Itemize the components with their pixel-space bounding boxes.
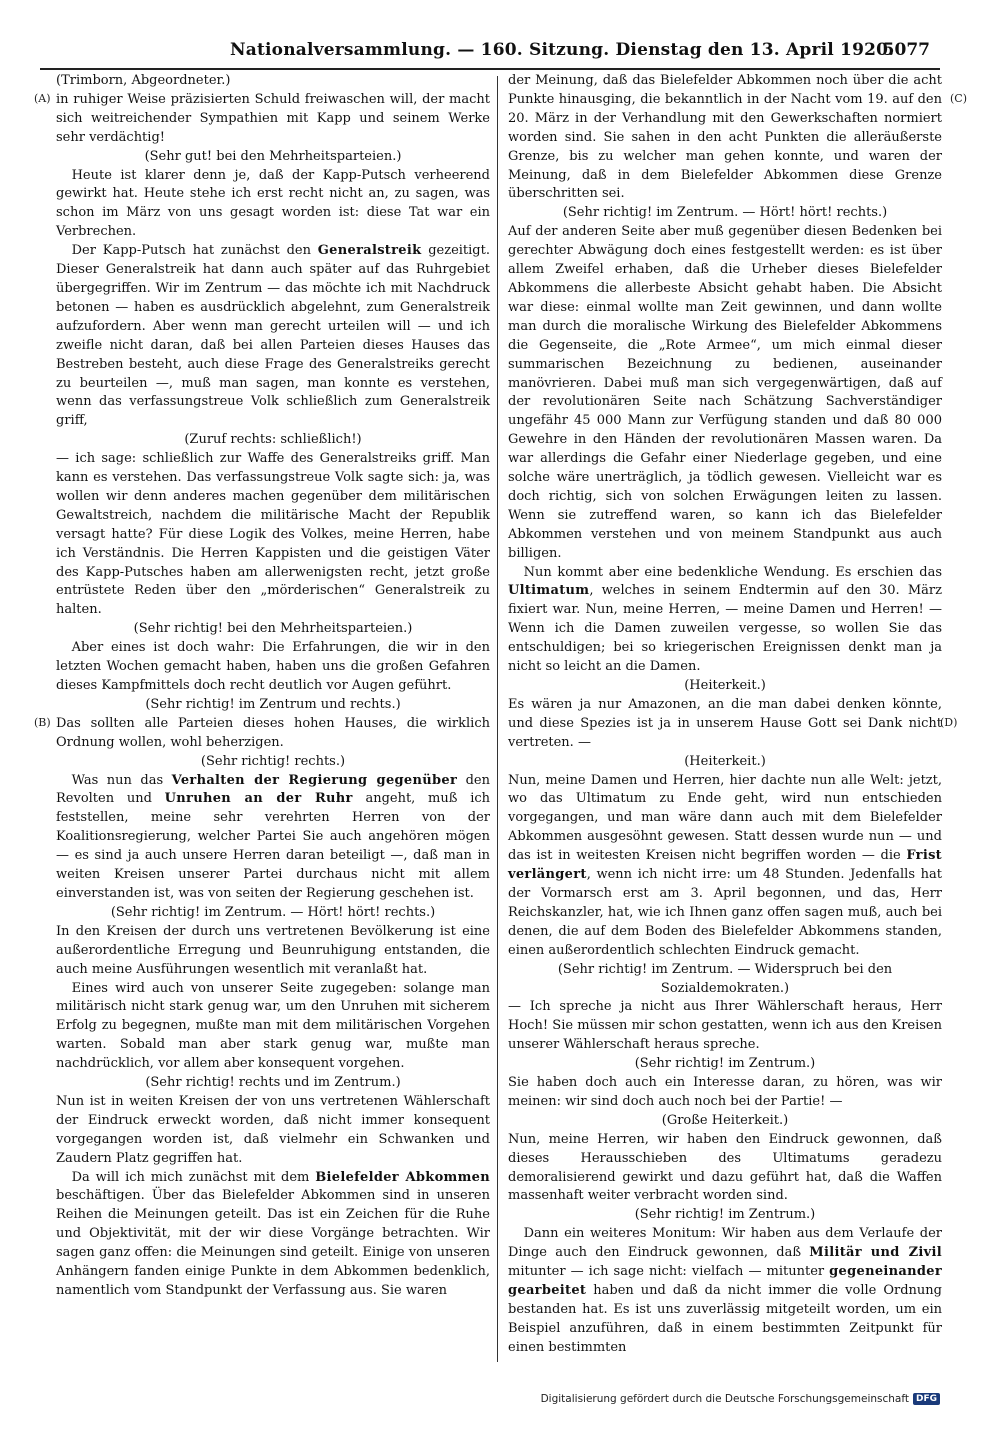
page-header — [40, 34, 940, 70]
interjection: (Sehr richtig! im Zentrum und rechts.) — [145, 696, 401, 712]
emphasis: Frist verlängert — [508, 848, 942, 883]
interjection: (Sehr richtig! im Zentrum. — Hört! hört! rechts.) — [110, 904, 436, 920]
paragraph: Dann ein weiteres Monitum: Wir haben aus dem Verlaufe der Dinge auch den Eindruck gewonnen, daß Militär und Zivil mitunter — ich sage nicht: vielfach — mitunter gegeneinander gearbeitet haben und daß da nicht immer die volle Ordnung bestanden hat. Es ist uns zuverlässig mitgeteilt worden, um ein Beispiel anzuführen, daß in einem bestimmten Zeitpunkt für einen bestimmten — [508, 1226, 942, 1355]
paragraph: — Ich spreche ja nicht aus Ihrer Wählerschaft heraus, Herr Hoch! Sie müssen mir schon gestatten, wenn ich aus den Kreisen unserer Wählerschaft heraus spreche. — [508, 999, 942, 1053]
paragraph: Aber eines ist doch wahr: Die Erfahrungen, die wir in den letzten Wochen gemacht haben, haben uns die großen Gefahren dieses Kampfmittels doch recht deutlich vor Augen geführt. — [56, 640, 490, 693]
margin-marker-b: (B) — [34, 716, 51, 729]
paragraph: Es wären ja nur Amazonen, an die man dabei denken könnte, und diese Spezies ist ja in unserem Hause Gott sei Dank nicht vertreten. — — [508, 696, 942, 750]
paragraph: Was nun das Verhalten der Regierung gegenüber den Revolten und Unruhen an der Ruhr angeht, muß ich feststellen, meine sehr verehrten Herren von der Koalitionsregierung, welcher Partei Sie auch angehören mögen — es sind ja auch unsere Herren daran beteiligt —, daß man in weiten Kreisen unserer Partei durchaus nicht mit allem einverstanden ist, was von seiten der Regierung geschehen ist. — [56, 772, 491, 901]
speaker-label: (Trimborn, Abgeordneter.) — [56, 73, 231, 88]
emphasis: Generalstreik — [317, 243, 422, 259]
interjection: (Sehr richtig! im Zentrum.) — [634, 1056, 816, 1072]
dfg-logo: DFG — [913, 1393, 940, 1405]
digitization-credit — [541, 1393, 940, 1405]
paragraph: Auf der anderen Seite aber muß gegenüber diesen Bedenken bei gerechter Abwägung doch eines festgestellt werden: es ist über allem Zweifel erhaben, daß die Urheber dieses Bielefelder Abkommens die allerbeste Absicht gehabt haben. Die Absicht war diese: einmal wollte man Zeit gewinnen, und dann wollte man durch die moralische Wirkung des Bielefelder Abkommens die Gegenseite, die „Rote Armee“, um mich einmal dieser summarischen Bezeichnung zu bedienen, auseinander manövrieren. Dabei muß man sich vergegenwärtigen, daß auf der revolutionären Seite nach Schätzung Sachverständiger ungefähr 45 000 Mann zur Verfügung standen und daß 80 000 Gewehre in den Händen der revolutionären Massen waren. Da war allerdings die Gefahr einer Niederlage gegeben, und eine solche wäre unerträglich, ja tödlich gewesen. Vielleicht war es doch richtig, sich von solchen Erwägungen leiten zu lassen. Wenn sie zutreffend waren, so kann ich das Bielefelder Abkommen verstehen und von meinem Standpunkt aus auch billigen. — [508, 224, 942, 561]
paragraph: der Meinung, daß das Bielefelder Abkommen noch über die acht Punkte hinausging, die bekanntlich in der Nacht vom 19. auf den 20. März in der Verhandlung mit den Gewerkschaften normiert worden sind. Sie sahen in den acht Punkten die alleräußerste Grenze, bis zu welcher man gehen konnte, und waren der Meinung, daß in dem Bielefelder Abkommen diese Grenze überschritten sei. — [508, 73, 942, 202]
paragraph: Nun, meine Herren, wir haben den Eindruck gewonnen, daß dieses Herausschieben des Ultimatums geradezu demoralisierend gewirkt und dazu geführt hat, daß die Waffen massenhaft weiter verbracht worden sind. — [508, 1131, 942, 1204]
interjection: (Sehr richtig! bei den Mehrheitsparteien.) — [133, 621, 413, 637]
right-column — [508, 72, 942, 1358]
margin-marker-a: (A) — [34, 92, 51, 105]
paragraph: — ich sage: schließlich zur Waffe des Generalstreiks griff. Man kann es verstehen. Das verfassungstreue Volk sagte sich: ja, was wollen wir denn anderes machen gegenüber dem militärischen Gewaltstreich, nachdem die militärische Macht der Republik versagt hatte? Für diese Logik des Volkes, meine Herren, habe ich Verständnis. Die Herren Kappisten und die geistigen Väter des Kapp-Putsches haben am allerwenigsten recht, jetzt große entrüstete Reden über den „mörderischen“ Generalstreik zu halten. — [56, 451, 490, 618]
interjection: (Heiterkeit.) — [684, 753, 766, 769]
interjection: (Sehr richtig! rechts.) — [200, 753, 346, 769]
interjection: (Sehr gut! bei den Mehrheitsparteien.) — [144, 148, 402, 164]
interjection: (Sehr richtig! im Zentrum. — Widerspruch bei den Sozialdemokraten.) — [557, 961, 893, 996]
emphasis: Verhalten der Regierung gegenüber — [171, 772, 458, 788]
margin-marker-c: (C) — [950, 92, 967, 105]
interjection: (Sehr richtig! im Zentrum. — Hört! hört! rechts.) — [562, 205, 888, 221]
paragraph: Eines wird auch von unserer Seite zugegeben: solange man militärisch nicht stark genug war, um den Unruhen mit sicherem Erfolg zu begegnen, mußte man mit dem militärischen Vorgehen warten. Sobald man aber stark genug war, mußte man nachdrücklich, vor allem aber konsequent vorgehen. — [56, 980, 490, 1072]
paragraph: In den Kreisen der durch uns vertretenen Bevölkerung ist eine außerordentliche Erregung und Beunruhigung entstanden, die auch meine Ausführungen wesentlich mit veranlaßt hat. — [56, 923, 490, 977]
interjection: (Große Heiterkeit.) — [661, 1112, 789, 1128]
interjection: (Heiterkeit.) — [684, 678, 766, 693]
margin-marker-d: (D) — [940, 716, 958, 729]
paragraph: Nun kommt aber eine bedenkliche Wendung. Es erschien das Ultimatum, welches in seinem Endtermin auf den 30. März fixiert war. Nun, meine Herren, — meine Damen und Herren! — Wenn ich die Damen zuweilen vergesse, so wollen Sie das entschuldigen; bei so kriegerischen Ereignissen denkt man ja nicht so leicht an die Damen. — [508, 564, 942, 675]
column-divider — [497, 76, 498, 1362]
running-title: Nationalversammlung. — 160. Sitzung. Dienstag den 13. April 1920. — [230, 40, 895, 60]
paragraph: in ruhiger Weise präzisierten Schuld freiwaschen will, der macht sich weitreichender Sympathien mit Kapp und seinem Werke sehr verdächtig! — [56, 91, 490, 145]
paragraph: Das sollten alle Parteien dieses hohen Hauses, die wirklich Ordnung wollen, wohl beherzigen. — [56, 715, 490, 750]
emphasis: Bielefelder Abkommen — [315, 1169, 490, 1185]
emphasis: gegeneinander gearbeitet — [508, 1264, 942, 1298]
paragraph: Da will ich mich zunächst mit dem Bielefelder Abkommen beschäftigen. Über das Bielefelder Abkommen sind in unseren Reihen die Meinungen geteilt. Das ist ein Zeichen für die Ruhe und Objektivität, mit der wir diese Vorgänge betrachten. Wir sagen ganz offen: die Meinungen sind geteilt. Einige von unseren Anhängern fanden einige Punkte in dem Abkommen bedenklich, namentlich vom Standpunkt der Verfassung aus. Sie waren — [56, 1169, 490, 1298]
paragraph: Der Kapp-Putsch hat zunächst den Generalstreik gezeitigt. Dieser Generalstreik hat dann auch später auf das Ruhrgebiet übergegriffen. Wir im Zentrum — das möchte ich mit Nachdruck betonen — haben es ausdrücklich abgelehnt, zum Generalstreik aufzufordern. Aber wenn man gerecht urteilen will — und ich zweifle nicht daran, daß bei allen Parteien dieses Hauses das Bestreben besteht, auch diese Frage des Generalstreiks gerecht zu beurteilen —, muß man sagen, man konnte es verstehen, wenn das verfassungstreue Volk schließlich zum Generalstreik griff, — [56, 243, 490, 429]
paragraph: Heute ist klarer denn je, daß der Kapp-Putsch verheerend gewirkt hat. Heute stehe ich erst recht nicht an, zu sagen, was schon im März von uns gesagt worden ist: diese Tat war ein Verbrechen. — [56, 167, 490, 240]
interjection: (Zuruf rechts: schließlich!) — [184, 432, 362, 448]
paragraph: Nun ist in weiten Kreisen der von uns vertretenen Wählerschaft der Eindruck erweckt worden, daß nicht immer konsequent vorgegangen worden ist, daß vielmehr ein Schwanken und Zaudern Platz gegriffen hat. — [56, 1093, 490, 1166]
paragraph: Sie haben doch auch ein Interesse daran, zu hören, was wir meinen: wir sind doch auch noch bei der Partie! — — [508, 1075, 942, 1109]
left-column — [56, 72, 490, 1301]
credit-text: Digitalisierung gefördert durch die Deutsche Forschungsgemeinschaft — [540, 1393, 909, 1405]
emphasis: Ultimatum — [508, 583, 590, 599]
interjection: (Sehr richtig! im Zentrum.) — [634, 1207, 816, 1223]
interjection: (Sehr richtig! rechts und im Zentrum.) — [145, 1075, 401, 1091]
paragraph: Nun, meine Damen und Herren, hier dachte nun alle Welt: jetzt, wo das Ultimatum zu Ende geht, wird nun entschieden vorgegangen, und man wäre dann auch mit dem Bielefelder Abkommen ausgesöhnt gewesen. Statt dessen wurde nun — und das ist in weitesten Kreisen nicht begriffen worden — die Frist verlängert, wenn ich nicht irre: um 48 Stunden. Jedenfalls hat der Vormarsch erst am 3. April begonnen, und das, Herr Reichskanzler, hat, wie ich Ihnen ganz offen sagen muß, auch bei denen, die auf dem Boden des Bielefelder Abkommens standen, einen außerordentlich schlechten Eindruck gemacht. — [508, 772, 942, 958]
emphasis: Unruhen an der Ruhr — [164, 791, 353, 807]
page-number: 5077 — [882, 40, 930, 60]
emphasis: Militär und Zivil — [809, 1245, 942, 1261]
